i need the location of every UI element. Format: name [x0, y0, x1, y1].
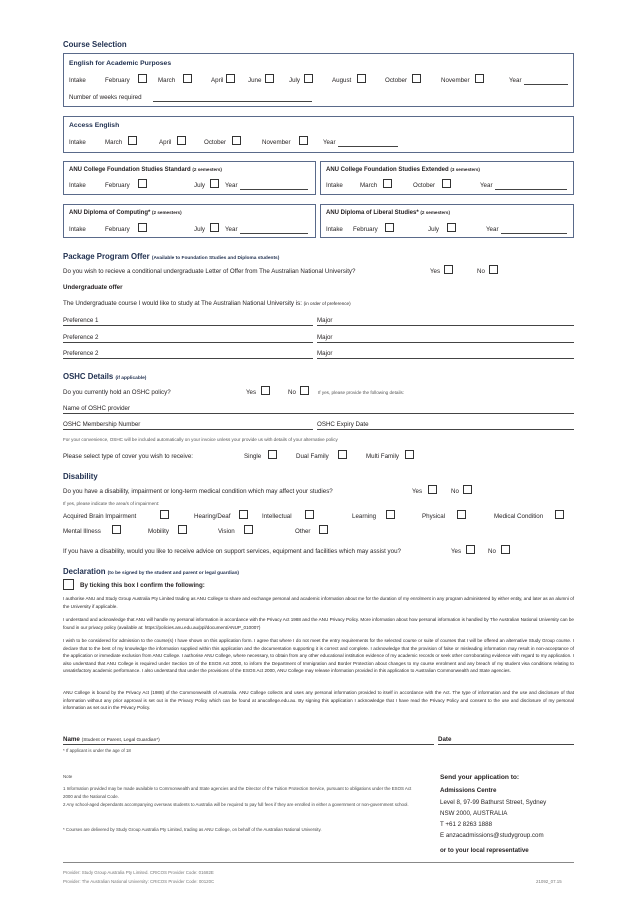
- preference-2-label: Preference 2: [63, 334, 99, 341]
- undergraduate-text: The Undergraduate course I would like to study at The Australian National University is: (in order of preference): [63, 300, 351, 307]
- access-month-october: October: [204, 139, 227, 146]
- oshc-title: OSHC Details (if applicable): [63, 372, 147, 381]
- package-yes-label: Yes: [430, 268, 441, 275]
- access-month-march: March: [105, 139, 123, 146]
- dl-month-july: July: [428, 226, 440, 233]
- disability-advice-question: If you have a disability, would you like to receive advice on support services, equipment and facilities which may assist you?: [63, 548, 401, 555]
- package-no-checkbox[interactable]: [489, 265, 498, 274]
- dc-february-checkbox[interactable]: [138, 223, 147, 232]
- fs-ext-month-october: October: [413, 182, 436, 189]
- dc-month-february: February: [105, 226, 130, 233]
- dl-year-label: Year: [486, 226, 499, 233]
- oshc-multi-label: Multi Family: [366, 453, 400, 460]
- dc-intake-label: Intake: [69, 226, 86, 233]
- footer-provider-2: Provider: The Australian National University: CRICOS Provider Code: 00120C: [63, 879, 215, 884]
- signature-date-field[interactable]: [438, 744, 574, 745]
- access-october-checkbox[interactable]: [232, 136, 241, 145]
- eap-month-november: November: [441, 77, 470, 84]
- diploma-computing-title: ANU Diploma of Computing* (2 semesters): [69, 210, 182, 216]
- dl-july-checkbox[interactable]: [447, 223, 456, 232]
- eap-august-checkbox[interactable]: [357, 74, 366, 83]
- declaration-title: Declaration (to be signed by the student and parent or legal guardian): [63, 567, 240, 576]
- impairment-mental-illness-checkbox[interactable]: [112, 525, 121, 534]
- eap-month-april: April: [211, 77, 224, 84]
- package-yes-checkbox[interactable]: [444, 265, 453, 274]
- eap-month-june: June: [248, 77, 262, 84]
- access-month-november: November: [262, 139, 291, 146]
- disability-yes-label: Yes: [412, 488, 423, 495]
- signature-name-field[interactable]: [63, 744, 434, 745]
- eap-month-august: August: [332, 77, 352, 84]
- oshc-membership-label: OSHC Membership Number: [63, 421, 141, 428]
- notes-title: Note: [63, 774, 73, 779]
- impairment-physical-checkbox[interactable]: [457, 510, 466, 519]
- advice-no-label: No: [488, 548, 496, 555]
- eap-june-checkbox[interactable]: [265, 74, 274, 83]
- oshc-membership-field[interactable]: [63, 429, 313, 430]
- eap-weeks-label: Number of weeks required: [69, 94, 142, 101]
- oshc-no-checkbox[interactable]: [300, 386, 309, 395]
- fs-ext-intake-label: Intake: [326, 182, 343, 189]
- oshc-dual-checkbox[interactable]: [338, 450, 347, 459]
- footer-code: 21092_07.15: [536, 879, 562, 884]
- impairment-hearing: Hearing/Deaf: [194, 513, 231, 520]
- diploma-liberal-title: ANU Diploma of Liberal Studies* (2 semesters): [326, 210, 450, 216]
- send-local-rep: or to your local representative: [440, 847, 529, 854]
- eap-weeks-field[interactable]: [153, 101, 312, 102]
- major-1-field[interactable]: [317, 325, 574, 326]
- impairment-physical: Physical: [422, 513, 446, 520]
- preference-3-label: Preference 2: [63, 350, 99, 357]
- eap-july-checkbox[interactable]: [304, 74, 313, 83]
- access-year-field[interactable]: [338, 146, 398, 147]
- footer-divider: [63, 862, 574, 863]
- oshc-expiry-label: OSHC Expiry Date: [317, 421, 369, 428]
- fs-std-month-july: July: [194, 182, 206, 189]
- package-no-label: No: [477, 268, 485, 275]
- package-title: Package Program Offer (Available to Foundation Studies and Diploma students): [63, 252, 280, 261]
- dl-month-february: February: [353, 226, 378, 233]
- eap-month-july: July: [289, 77, 301, 84]
- eap-year-field[interactable]: [524, 84, 568, 85]
- oshc-provider-field[interactable]: [63, 413, 574, 414]
- oshc-expiry-field[interactable]: [317, 429, 574, 430]
- eap-year-label: Year: [509, 77, 522, 84]
- impairment-mobility: Mobility: [148, 528, 169, 535]
- impairment-medical-checkbox[interactable]: [555, 510, 564, 519]
- eap-april-checkbox[interactable]: [226, 74, 235, 83]
- preference-2-field[interactable]: [63, 342, 313, 343]
- oshc-cover-label: Please select type of cover you wish to receive:: [63, 453, 194, 460]
- impairment-mobility-checkbox[interactable]: [178, 525, 187, 534]
- impairment-acquired-brain-checkbox[interactable]: [160, 510, 169, 519]
- impairment-acquired-brain: Acquired Brain Impairment: [63, 513, 137, 520]
- course-selection-title: Course Selection: [63, 40, 127, 49]
- impairment-intellectual-checkbox[interactable]: [305, 510, 314, 519]
- dc-july-checkbox[interactable]: [210, 223, 219, 232]
- eap-month-february: February: [105, 77, 130, 84]
- fs-std-year-field[interactable]: [240, 189, 308, 190]
- oshc-no-label: No: [288, 389, 296, 396]
- access-april-checkbox[interactable]: [177, 136, 186, 145]
- fs-ext-year-label: Year: [480, 182, 493, 189]
- impairment-other-checkbox[interactable]: [319, 525, 328, 534]
- declaration-confirm-checkbox[interactable]: [63, 579, 74, 590]
- eap-march-checkbox[interactable]: [183, 74, 192, 83]
- oshc-single-checkbox[interactable]: [268, 450, 277, 459]
- declaration-paragraph-4: ANU College is bound by the Privacy Act (1988) of the Commonwealth of Australia. ANU College collects and uses any personal information provided to itself in accordance with the Act. The type of information and the use and disclosure of that information without any prior approval is set out in the Privacy Policy which can be found at anucollege.edu.au. By signing this application I acknowledge that I have read the Privacy Policy and consent to the use and disclosure of my personal information as set out in the Privacy Policy.: [63, 690, 574, 711]
- foundation-extended-title: ANU College Foundation Studies Extended (3 semesters): [326, 167, 480, 173]
- footer-provider-1: Provider: Study Group Australia Pty Limited. CRICOS Provider Code: 01682E: [63, 870, 214, 875]
- major-2-label: Major: [317, 334, 333, 341]
- eap-month-october: October: [385, 77, 408, 84]
- package-question: Do you wish to recieve a conditional undergraduate Letter of Offer from The Australian National University?: [63, 268, 356, 275]
- undergraduate-offer-title: Undergraduate offer: [63, 284, 123, 291]
- declaration-paragraph-1: I authorise ANU and Study Group Australia Pty Limited trading as ANU College to share and exchange personal and academic information about me for the duration of my enrolment in any program administered by either entity, and later as an alumni of the University if applicable.: [63, 596, 574, 609]
- oshc-dual-label: Dual Family: [296, 453, 329, 460]
- impairment-vision-checkbox[interactable]: [244, 525, 253, 534]
- send-phone: T +61 2 8263 1888: [440, 821, 493, 828]
- dl-intake-label: Intake: [326, 226, 343, 233]
- signature-date-label: Date: [438, 736, 452, 743]
- disability-indicate-note: If yes, please indicate the area/s of impairment:: [63, 501, 160, 506]
- access-march-checkbox[interactable]: [128, 136, 137, 145]
- oshc-yes-label: Yes: [246, 389, 257, 396]
- send-address-2: NSW 2000, AUSTRALIA: [440, 810, 508, 817]
- fs-std-month-february: February: [105, 182, 130, 189]
- major-3-field[interactable]: [317, 358, 574, 359]
- fs-std-year-label: Year: [225, 182, 238, 189]
- impairment-other: Other: [295, 528, 311, 535]
- signature-footnote: * If applicant is under the age of 18: [63, 748, 131, 753]
- access-english-panel: [63, 116, 574, 153]
- eap-month-march: March: [158, 77, 176, 84]
- disability-title: Disability: [63, 472, 98, 481]
- disability-no-label: No: [451, 488, 459, 495]
- major-1-label: Major: [317, 317, 333, 324]
- signature-name-label: Name (Student or Parent, Legal Guardian*): [63, 736, 160, 743]
- note-1: 1 Information provided may be made available to Commonwealth and State agencies and the Director of the Tuition Protection Service, pursuant to obligations under the ESOS Act 2000 and the National Code.: [63, 786, 412, 799]
- disability-question: Do you have a disability, impairment or long-term medical condition which may affect your studies?: [63, 488, 333, 495]
- send-title: Send your application to:: [440, 774, 520, 781]
- major-2-field[interactable]: [317, 342, 574, 343]
- oshc-question: Do you currently hold an OSHC policy?: [63, 389, 171, 396]
- send-org: Admissions Centre: [440, 787, 497, 794]
- impairment-learning: Learning: [352, 513, 377, 520]
- oshc-yes-checkbox[interactable]: [261, 386, 270, 395]
- eap-intake-label: Intake: [69, 77, 86, 84]
- fs-ext-year-field[interactable]: [495, 189, 567, 190]
- advice-yes-label: Yes: [451, 548, 462, 555]
- fs-ext-october-checkbox[interactable]: [442, 179, 451, 188]
- eap-november-checkbox[interactable]: [475, 74, 484, 83]
- disability-yes-checkbox[interactable]: [428, 485, 437, 494]
- oshc-convenience-note: For your convenience, OSHC will be included automatically on your invoice unless your provide us with details of your alternative policy: [63, 437, 338, 442]
- access-month-april: April: [159, 139, 172, 146]
- advice-no-checkbox[interactable]: [501, 545, 510, 554]
- fs-std-intake-label: Intake: [69, 182, 86, 189]
- access-intake-label: Intake: [69, 139, 86, 146]
- oshc-provider-label: Name of OSHC provider: [63, 405, 131, 412]
- fs-std-july-checkbox[interactable]: [210, 179, 219, 188]
- impairment-intellectual: Intellectual: [262, 513, 292, 520]
- disability-no-checkbox[interactable]: [463, 485, 472, 494]
- declaration-paragraph-2: I understand and acknowledge that ANU will handle my personal information in accordance with the Privacy Act 1988 and the ANU Privacy Policy. More information about how personal information is handled by The Australian National University can be found in our privacy policy (available at: https://policies.anu.edu.au/ppl/document/ANUP_010007): [63, 617, 574, 630]
- impairment-hearing-checkbox[interactable]: [239, 510, 248, 519]
- preference-1-label: Preference 1: [63, 317, 99, 324]
- advice-yes-checkbox[interactable]: [466, 545, 475, 554]
- fs-ext-march-checkbox[interactable]: [383, 179, 392, 188]
- access-year-label: Year: [323, 139, 336, 146]
- note-3: * Courses are delivered by Study Group Australia Pty Limited, trading as ANU College, on behalf of the Australian National University.: [63, 827, 322, 832]
- dc-year-label: Year: [225, 226, 238, 233]
- oshc-single-label: Single: [244, 453, 262, 460]
- declaration-paragraph-3: I wish to be considered for admission to the course(s) I have shown on this application form. I agree that where I do not meet the entry requirements for the selected course or suite of courses that I will be offered an alternative Study Group course. I declare that to the best of my knowledge the information supplied within this application and the documentation supporting it is correct and complete. I acknowledge that the provision of false or misleading information may result in non-acceptance of the application or immediate exclusion from ANU College. I authorise ANU College, where necessary, to obtain from any other educational institution evidence of my academic records or seek other corroborating evidence with regard to my application. I also understand that ANU College is required under Section 19 of the ESOS Act 2000, to inform the Department of Immigration and Border Protection about changes to my course enrolment and any breach of my student visa conditions relating to unsatisfactory academic performance. I also understand that under the provisions of the ESOS Act 2000, ANU College may release information provided in this application to Australian Commonwealth and State agencies.: [63, 638, 574, 674]
- fs-std-february-checkbox[interactable]: [138, 179, 147, 188]
- eap-february-checkbox[interactable]: [138, 74, 147, 83]
- oshc-multi-checkbox[interactable]: [405, 450, 414, 459]
- access-november-checkbox[interactable]: [299, 136, 308, 145]
- foundation-standard-title: ANU College Foundation Studies Standard (2 semesters): [69, 167, 222, 173]
- preference-3-field[interactable]: [63, 358, 313, 359]
- dc-year-field[interactable]: [240, 233, 308, 234]
- impairment-vision: Vision: [218, 528, 235, 535]
- send-address-1: Level 8, 97-99 Bathurst Street, Sydney: [440, 799, 547, 806]
- oshc-ifyes-note: If yes, please provide the following details:: [318, 390, 405, 395]
- note-2: 2 Any school-aged dependants accompanying overseas students to Australia will be required to pay full fees if they are enrolled in either a government or non-government school.: [63, 802, 409, 807]
- impairment-medical: Medical Condition: [494, 513, 544, 520]
- declaration-tick-label: By ticking this box I confirm the following:: [80, 582, 205, 589]
- major-3-label: Major: [317, 350, 333, 357]
- dc-month-july: July: [194, 226, 206, 233]
- preference-1-field[interactable]: [63, 325, 313, 326]
- eap-title: English for Academic Purposes: [69, 60, 172, 67]
- impairment-mental-illness: Mental Illness: [63, 528, 101, 535]
- fs-ext-month-march: March: [360, 182, 378, 189]
- dl-february-checkbox[interactable]: [385, 223, 394, 232]
- dl-year-field[interactable]: [501, 233, 567, 234]
- send-email[interactable]: E anzacadmissions@studygroup.com: [440, 832, 544, 839]
- eap-october-checkbox[interactable]: [412, 74, 421, 83]
- access-english-title: Access English: [69, 122, 120, 129]
- impairment-learning-checkbox[interactable]: [386, 510, 395, 519]
